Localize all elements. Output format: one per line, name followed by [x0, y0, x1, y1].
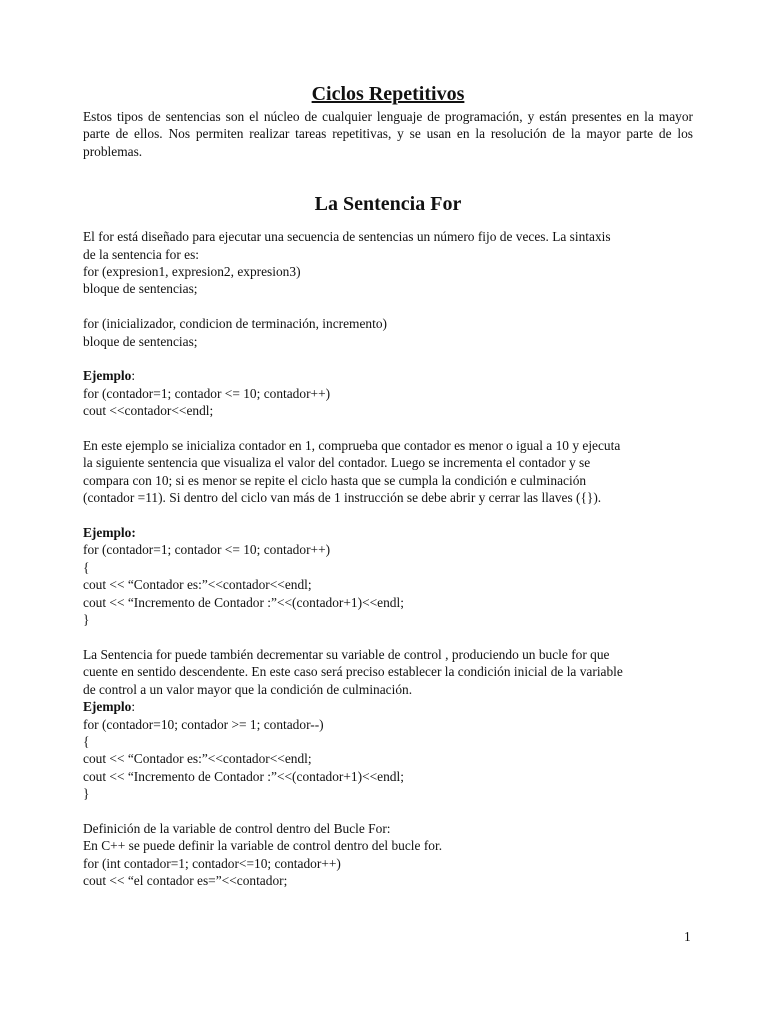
code-line: for (int contador=1; contador<=10; contador++): [83, 855, 341, 871]
control-variable-paragraph: [83, 820, 693, 890]
code-line: cout << “Contador es:”<<contador<<endl;: [83, 577, 312, 593]
text-line: la siguiente sentencia que visualiza el valor del contador. Luego se incrementa el contador y se: [83, 455, 591, 471]
text-line: El for está diseñado para ejecutar una secuencia de sentencias un número fijo de veces. La sintaxis: [83, 229, 611, 245]
text-line: cuente en sentido descendente. En este caso será preciso establecer la condición inicial de la variable: [83, 664, 623, 680]
code-line: cout <<contador<<endl;: [83, 403, 214, 419]
text-line: de la sentencia for es:: [83, 246, 199, 262]
intro-paragraph: Estos tipos de sentencias son el núcleo de cualquier lenguaje de programación, y están presentes en la mayor parte de ellos. Nos permiten realizar tareas repetitivas, y se usan en la resolución de la mayor parte de los problemas.: [83, 109, 693, 159]
example-1: [83, 367, 693, 419]
page-number: 1: [684, 929, 691, 944]
text-line: En este ejemplo se inicializa contador en 1, comprueba que contador es menor o igual a 10 y ejecuta: [83, 438, 621, 454]
example-label-line: [83, 367, 693, 384]
example-label-line: [83, 698, 693, 715]
page-title: Ciclos Repetitivos: [311, 83, 465, 105]
code-line: for (expresion1, expresion2, expresion3): [83, 264, 301, 280]
code-line: bloque de sentencias;: [83, 281, 198, 297]
code-line: }: [83, 612, 90, 628]
decrement-paragraph: [83, 646, 693, 698]
example-label: Ejemplo: [83, 368, 132, 384]
text-line: (contador =11). Si dentro del ciclo van más de 1 instrucción se debe abrir y cerrar las llaves ({}).: [83, 490, 602, 506]
for-syntax-named-paragraph: [83, 315, 693, 350]
code-line: cout << “el contador es=”<<contador;: [83, 873, 288, 889]
example-2: [83, 524, 693, 628]
text-line: de control a un valor mayor que la condición de culminación.: [83, 681, 413, 697]
text-line: Definición de la variable de control dentro del Bucle For:: [83, 820, 391, 836]
text-line: La Sentencia for puede también decrementar su variable de control , produciendo un bucle for que: [83, 646, 610, 662]
code-line: cout << “Incremento de Contador :”<<(contador+1)<<endl;: [83, 594, 404, 610]
explanation-paragraph: [83, 437, 693, 507]
code-line: for (contador=1; contador <= 10; contador++): [83, 542, 331, 558]
example-label-colon: :: [131, 368, 136, 384]
code-line: cout << “Contador es:”<<contador<<endl;: [83, 751, 312, 767]
code-line: for (contador=1; contador <= 10; contador++): [83, 385, 331, 401]
code-line: }: [83, 786, 90, 802]
code-line: {: [83, 559, 90, 575]
example-label: Ejemplo: [83, 699, 132, 715]
text-line: compara con 10; si es menor se repite el ciclo hasta que se cumpla la condición e culminación: [83, 472, 587, 488]
code-line: for (inicializador, condicion de terminación, incremento): [83, 316, 387, 332]
example-label: Ejemplo:: [83, 525, 136, 541]
code-line: for (contador=10; contador >= 1; contador--): [83, 716, 324, 732]
page-content: [83, 80, 693, 890]
code-line: bloque de sentencias;: [83, 333, 198, 349]
text-line: En C++ se puede definir la variable de control dentro del bucle for.: [83, 838, 443, 854]
section-title: La Sentencia For: [314, 193, 462, 216]
example-3: [83, 698, 693, 802]
code-line: cout << “Incremento de Contador :”<<(contador+1)<<endl;: [83, 768, 404, 784]
example-label-colon: :: [131, 699, 136, 715]
code-line: {: [83, 733, 90, 749]
for-syntax-paragraph: [83, 228, 693, 298]
